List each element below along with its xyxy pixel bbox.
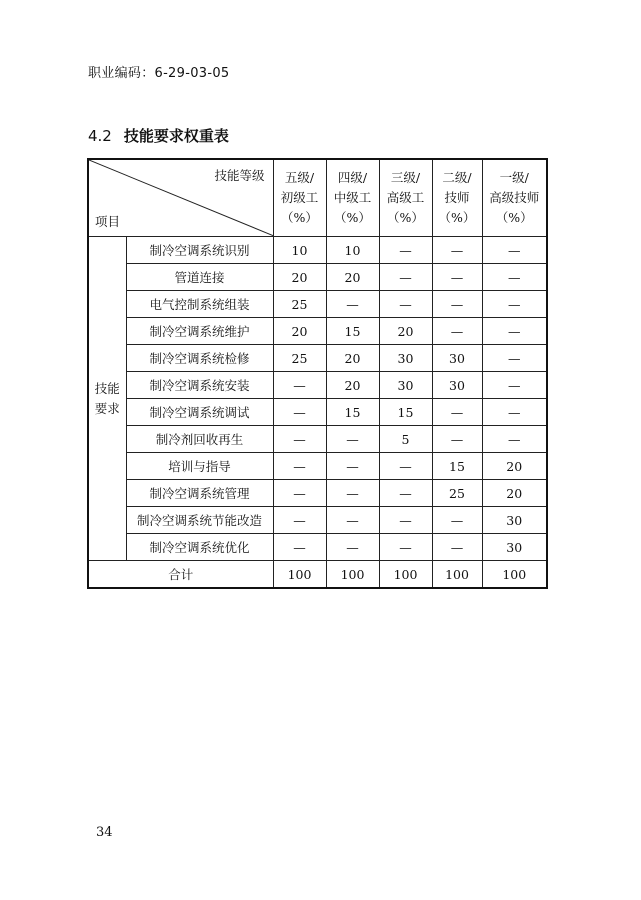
weight-cell: — — [326, 480, 379, 507]
weight-cell: 15 — [432, 453, 482, 480]
table-row — [88, 291, 547, 318]
weight-cell: — — [273, 534, 326, 561]
weight-cell: — — [482, 372, 547, 399]
weight-cell: 20 — [326, 264, 379, 291]
weight-cell: — — [379, 507, 432, 534]
weight-cell: — — [432, 264, 482, 291]
level-header: 三级/ 高级工 （%） — [379, 159, 432, 237]
weight-cell: — — [432, 534, 482, 561]
skill-item-name: 制冷空调系统调试 — [126, 399, 273, 426]
weight-cell: 30 — [482, 534, 547, 561]
weight-cell: 10 — [273, 237, 326, 264]
weight-cell: 15 — [326, 318, 379, 345]
level-header: 五级/ 初级工 （%） — [273, 159, 326, 237]
weight-cell: 25 — [432, 480, 482, 507]
weight-cell: 30 — [482, 507, 547, 534]
total-cell: 100 — [326, 561, 379, 589]
weight-cell: 15 — [326, 399, 379, 426]
weight-cell: 20 — [273, 318, 326, 345]
weight-cell: — — [326, 291, 379, 318]
weight-cell: — — [379, 534, 432, 561]
weight-cell: — — [273, 426, 326, 453]
weight-cell: — — [326, 453, 379, 480]
total-label: 合计 — [88, 561, 273, 589]
skill-item-name: 制冷空调系统管理 — [126, 480, 273, 507]
table-row — [88, 399, 547, 426]
skill-item-name: 制冷空调系统安装 — [126, 372, 273, 399]
table-row — [88, 318, 547, 345]
skill-item-name: 制冷空调系统维护 — [126, 318, 273, 345]
weight-cell: — — [482, 264, 547, 291]
table-row — [88, 507, 547, 534]
weight-cell: 25 — [273, 291, 326, 318]
section-heading — [88, 125, 229, 146]
weight-cell: — — [482, 345, 547, 372]
skill-item-name: 制冷空调系统节能改造 — [126, 507, 273, 534]
table-row — [88, 426, 547, 453]
weight-cell: 25 — [273, 345, 326, 372]
weight-cell: — — [482, 291, 547, 318]
occupation-code: 职业编码：6-29-03-05 — [88, 66, 230, 81]
weight-cell: — — [432, 318, 482, 345]
corner-top-label: 技能等级 — [214, 168, 265, 183]
weight-cell: 20 — [273, 264, 326, 291]
weight-cell: — — [326, 534, 379, 561]
level-header: 一级/ 高级技师 （%） — [482, 159, 547, 237]
weight-cell: — — [432, 399, 482, 426]
weight-cell: — — [482, 237, 547, 264]
header-row — [88, 159, 547, 237]
weight-cell: 30 — [432, 345, 482, 372]
section-number: 4.2 — [88, 127, 112, 145]
weight-cell: — — [273, 372, 326, 399]
skill-item-name: 制冷空调系统优化 — [126, 534, 273, 561]
weight-cell: — — [482, 399, 547, 426]
level-header: 二级/ 技师 （%） — [432, 159, 482, 237]
section-title-text: 技能要求权重表 — [123, 127, 229, 145]
skill-item-name: 制冷空调系统检修 — [126, 345, 273, 372]
weight-cell: — — [273, 453, 326, 480]
total-cell: 100 — [379, 561, 432, 589]
level-header: 四级/ 中级工 （%） — [326, 159, 379, 237]
total-cell: 100 — [482, 561, 547, 589]
weight-cell: 30 — [379, 345, 432, 372]
weight-cell: 20 — [326, 345, 379, 372]
table-row — [88, 453, 547, 480]
weight-cell: 20 — [482, 480, 547, 507]
weight-cell: — — [379, 291, 432, 318]
weight-cell: — — [326, 507, 379, 534]
page-number: 34 — [96, 825, 113, 840]
weight-cell: 15 — [379, 399, 432, 426]
table-row — [88, 345, 547, 372]
table-row — [88, 372, 547, 399]
weight-cell: — — [379, 237, 432, 264]
skill-requirement-group-label: 技能 要求 — [88, 237, 126, 561]
total-row — [88, 561, 547, 589]
weight-cell: 20 — [379, 318, 432, 345]
weight-cell: — — [326, 426, 379, 453]
skill-item-name: 管道连接 — [126, 264, 273, 291]
total-cell: 100 — [432, 561, 482, 589]
table-row — [88, 264, 547, 291]
weight-cell: 20 — [326, 372, 379, 399]
weight-cell: — — [273, 480, 326, 507]
weight-cell: 30 — [379, 372, 432, 399]
weight-cell: — — [432, 426, 482, 453]
weight-cell: — — [482, 318, 547, 345]
table-row — [88, 480, 547, 507]
skill-item-name: 制冷剂回收再生 — [126, 426, 273, 453]
weight-cell: — — [379, 264, 432, 291]
weight-cell: 30 — [432, 372, 482, 399]
weight-cell: — — [482, 426, 547, 453]
weight-cell: — — [273, 399, 326, 426]
total-cell: 100 — [273, 561, 326, 589]
weight-cell: — — [379, 453, 432, 480]
corner-bottom-label: 项目 — [95, 214, 121, 229]
weight-cell: 20 — [482, 453, 547, 480]
weight-cell: 10 — [326, 237, 379, 264]
weight-cell: — — [432, 237, 482, 264]
weight-cell: — — [432, 291, 482, 318]
skill-item-name: 培训与指导 — [126, 453, 273, 480]
skill-item-name: 制冷空调系统识别 — [126, 237, 273, 264]
skill-item-name: 电气控制系统组装 — [126, 291, 273, 318]
table-row — [88, 534, 547, 561]
weight-cell: 5 — [379, 426, 432, 453]
skill-weight-table — [87, 158, 548, 589]
weight-cell: — — [273, 507, 326, 534]
table-row — [88, 237, 547, 264]
weight-cell: — — [379, 480, 432, 507]
weight-cell: — — [432, 507, 482, 534]
corner-header-cell — [88, 159, 273, 237]
